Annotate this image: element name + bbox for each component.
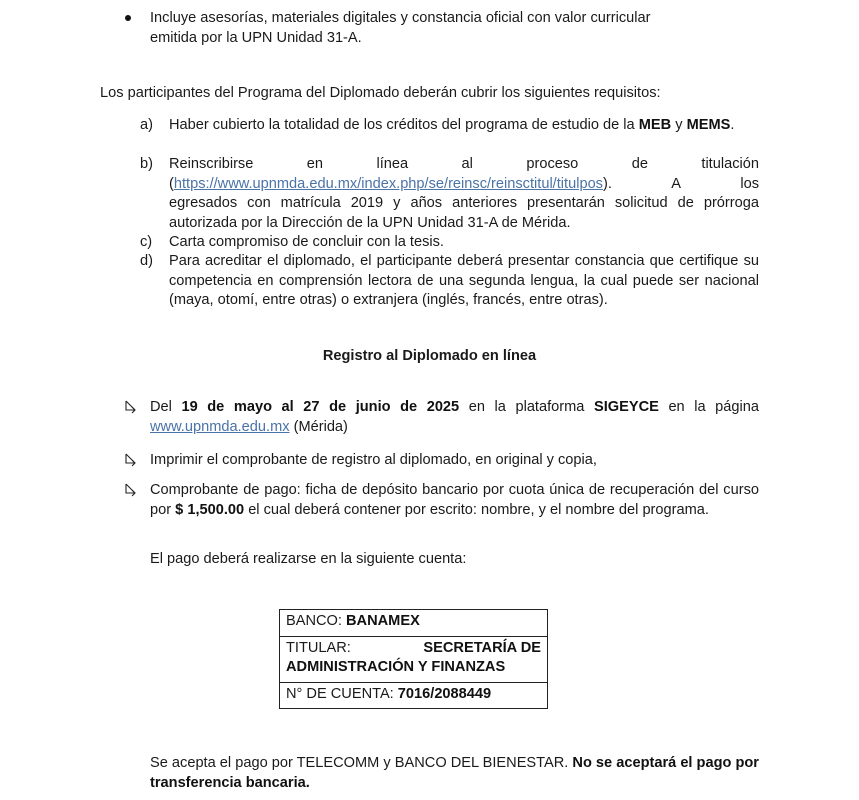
hooked-arrow-icon — [123, 399, 139, 415]
payment-note: Se acepta el pago por TELECOMM y BANCO DEL BIENESTAR. No se aceptará el pago por transferencia bancaria. — [150, 755, 759, 791]
account-number-row: N° DE CUENTA: 7016/2088449 — [286, 685, 492, 702]
bank-name-row: BANCO: BANAMEX — [280, 610, 547, 637]
registration-print: Imprimir el comprobante de registro al diplomado, en original y copia, — [150, 452, 597, 468]
requirement-label-c: c) — [140, 234, 153, 250]
requirements-intro: Los participantes del Programa del Diplomado deberán cubrir los siguientes requisitos: — [100, 85, 661, 101]
bank-account-table — [279, 609, 548, 709]
requirement-b: Reinscribirse en línea al proceso de titulación (https://www.upnmda.edu.mx/index.php/se/reinsc/reinsctitul/titulpos). A los egresados con matrícula 2019 y años anteriores presentarán solicitud de prórroga autorizada por la Dirección de la UPN Unidad 31-A de Mérida. — [169, 156, 759, 231]
requirement-label-d: d) — [140, 253, 153, 269]
requirement-c: Carta compromiso de concluir con la tesis. — [169, 234, 444, 250]
reinscription-link[interactable]: https://www.upnmda.edu.mx/index.php/se/reinsc/reinsctitul/titulpos — [173, 175, 603, 192]
requirement-a: Haber cubierto la totalidad de los créditos del programa de estudio de la MEB y MEMS. — [169, 117, 735, 133]
registration-payment: Comprobante de pago: ficha de depósito bancario por cuota única de recuperación del curso por $ 1,500.00 el cual deberá contener por escrito: nombre, y el nombre del programa. — [150, 482, 759, 518]
requirement-label-a: a) — [140, 117, 153, 133]
requirement-d: Para acreditar el diplomado, el participante deberá presentar constancia que certifique su competencia en comprensión lectora de una segunda lengua, la cual puede ser nacional (maya, otomí, entre otras) o extranjera (inglés, francés, entre otras). — [169, 253, 759, 308]
upn-website-link[interactable]: www.upnmda.edu.mx — [150, 418, 290, 435]
account-holder-row: TITULAR: SECRETARÍA DE ADMINISTRACIÓN Y FINANZAS — [280, 637, 547, 683]
payment-intro: El pago deberá realizarse en la siguiente cuenta: — [150, 551, 467, 567]
registration-dates: Del 19 de mayo al 27 de junio de 2025 en la plataforma SIGEYCE en la página www.upnmda.edu.mx (Mérida) — [150, 399, 759, 435]
bullet-dot-icon — [125, 15, 131, 21]
section-title: Registro al Diplomado en línea — [322, 348, 537, 364]
top-bullet-text: Incluye asesorías, materiales digitales y constancia oficial con valor curricular emitida por la UPN Unidad 31-A. — [150, 10, 651, 46]
hooked-arrow-icon — [123, 482, 139, 498]
hooked-arrow-icon — [123, 452, 139, 468]
requirement-label-b: b) — [140, 156, 153, 172]
